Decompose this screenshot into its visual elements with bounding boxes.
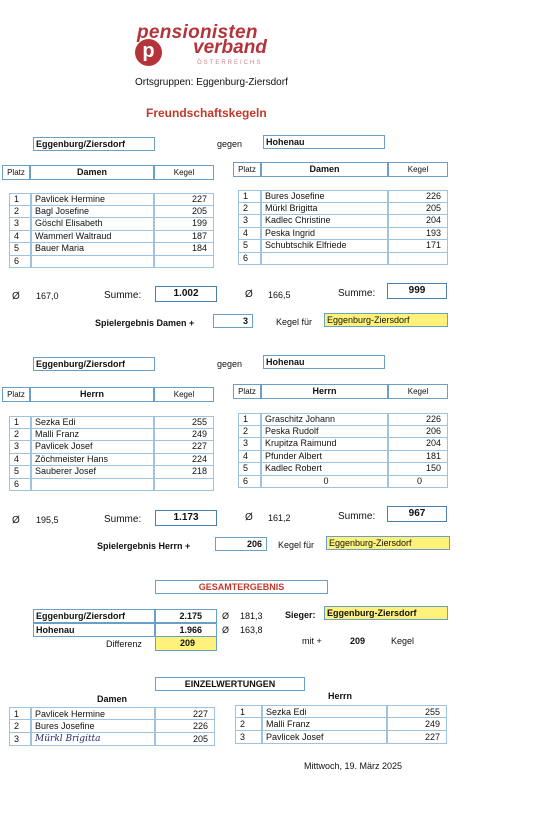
- cell-platz: 5: [238, 463, 261, 476]
- einzel-herrn-label: Herrn: [328, 691, 353, 701]
- avg-left-herrn: 195,5: [36, 515, 59, 525]
- cell-name: Bauer Maria: [31, 243, 154, 256]
- date: Mittwoch, 19. März 2025: [304, 761, 403, 771]
- differenz-label: Differenz: [106, 639, 142, 649]
- gesamt-score2: 1.966: [155, 623, 217, 637]
- cell-name: 0: [261, 476, 388, 489]
- cell-name: Peska Ingrid: [261, 228, 388, 241]
- mit-value: 209: [350, 636, 366, 646]
- cell-platz: 4: [238, 451, 261, 464]
- cell-name: Sezka Edi: [262, 705, 387, 718]
- cell-platz: 5: [9, 466, 31, 479]
- cell-platz: 2: [238, 426, 261, 439]
- cell-kegel: 199: [154, 218, 214, 231]
- kegel-label: Kegel: [391, 636, 415, 646]
- cell-platz: 1: [238, 190, 261, 203]
- cell-name: Krupitza Raimund: [261, 438, 388, 451]
- cell-kegel: 218: [154, 466, 214, 479]
- cell-name: Sezka Edi: [31, 416, 154, 429]
- gesamt-title: GESAMTERGEBNIS: [155, 580, 328, 594]
- result-value-herrn: 206: [215, 537, 267, 551]
- cell-name: Schubtschik Elfriede: [261, 240, 388, 253]
- winner-herrn: Eggenburg-Ziersdorf: [326, 536, 450, 550]
- team-right-herrn: Hohenau: [263, 355, 385, 369]
- logo-line1: pensionisten: [137, 22, 258, 43]
- cell-name: Pavlicek Josef: [31, 441, 154, 454]
- einzel-title: EINZELWERTUNGEN: [155, 677, 305, 691]
- header-platz-right: Platz: [233, 384, 261, 399]
- result-label-herrn: Spielergebnis Herrn +: [97, 541, 191, 551]
- sum-left-damen: 1.002: [155, 286, 217, 302]
- header-kegel-right: Kegel: [388, 162, 448, 177]
- cell-platz: 4: [238, 228, 261, 241]
- cell-kegel: 224: [154, 454, 214, 467]
- sum-right-herrn: 967: [387, 506, 447, 522]
- avg-right-herrn: 161,2: [268, 513, 291, 523]
- cell-name: Wammerl Waltraud: [31, 231, 154, 244]
- cell-kegel: 184: [154, 243, 214, 256]
- cell-name: Sauberer Josef: [31, 466, 154, 479]
- team-right-damen: Hohenau: [263, 135, 385, 149]
- cell-name: Mürkl Brigitta: [261, 203, 388, 216]
- avg-right-damen: 166,5: [268, 290, 291, 300]
- logo-line2: verband: [193, 37, 267, 58]
- cell-name: Bures Josefine: [261, 190, 388, 203]
- avg-symbol: Ø: [222, 611, 230, 621]
- sum-label-left: Summe:: [104, 514, 142, 525]
- avg-left-damen: 167,0: [36, 291, 59, 301]
- cell-name: [31, 479, 154, 492]
- cell-platz: 4: [9, 454, 31, 467]
- cell-kegel: 227: [387, 731, 447, 744]
- cell-platz: 3: [9, 218, 31, 231]
- cell-name: Bures Josefine: [31, 720, 155, 733]
- result-value-damen: 3: [213, 314, 253, 328]
- gesamt-avg1: 181,3: [240, 611, 263, 621]
- cell-kegel: 205: [155, 733, 215, 746]
- cell-name: Kadlec Christine: [261, 215, 388, 228]
- sum-label-left: Summe:: [104, 290, 142, 301]
- avg-symbol: Ø: [245, 512, 253, 523]
- einzel-damen-label: Damen: [97, 694, 128, 704]
- cell-platz: 5: [238, 240, 261, 253]
- cell-kegel: 249: [154, 429, 214, 442]
- cell-platz: 1: [238, 413, 261, 426]
- cell-name: Bagl Josefine: [31, 206, 154, 219]
- cell-name: Graschitz Johann: [261, 413, 388, 426]
- cell-name: Malli Franz: [31, 429, 154, 442]
- gesamt-team1: Eggenburg/Ziersdorf: [33, 609, 155, 623]
- mit-label: mit +: [302, 636, 322, 646]
- header-platz: Platz: [2, 387, 30, 402]
- cell-kegel: 226: [155, 720, 215, 733]
- cell-kegel: [388, 253, 448, 266]
- cell-kegel: 255: [154, 416, 214, 429]
- logo-mark: p: [135, 39, 162, 66]
- cell-name: Pavlicek Josef: [262, 731, 387, 744]
- cell-kegel: 227: [154, 193, 214, 206]
- cell-kegel: 193: [388, 228, 448, 241]
- sum-label-right: Summe:: [338, 511, 376, 522]
- header-platz-right: Platz: [233, 162, 261, 177]
- result-label-damen: Spielergebnis Damen +: [95, 318, 195, 328]
- cell-kegel: [154, 256, 214, 269]
- cell-platz: 2: [9, 429, 31, 442]
- cell-platz: 6: [9, 479, 31, 492]
- cell-kegel: 205: [388, 203, 448, 216]
- header-herrn-right: Herrn: [261, 384, 388, 399]
- logo-subtitle: ÖSTERREICHS: [197, 60, 263, 66]
- cell-name: Pavlicek Hermine: [31, 707, 155, 720]
- header-damen: Damen: [30, 165, 154, 180]
- cell-kegel: [154, 479, 214, 492]
- sieger-label: Sieger:: [285, 610, 316, 620]
- cell-kegel: 204: [388, 438, 448, 451]
- team-left-damen: Eggenburg/Ziersdorf: [33, 137, 155, 151]
- cell-platz: 3: [235, 731, 262, 744]
- page-title: Freundschaftskegeln: [146, 106, 267, 120]
- header-herrn: Herrn: [30, 387, 154, 402]
- sum-right-damen: 999: [387, 283, 447, 299]
- header-kegel: Kegel: [154, 387, 214, 402]
- cell-name: [261, 253, 388, 266]
- cell-platz: 3: [9, 441, 31, 454]
- team-left-herrn: Eggenburg/Ziersdorf: [33, 357, 155, 371]
- sum-label-right: Summe:: [338, 288, 376, 299]
- cell-platz: 5: [9, 243, 31, 256]
- cell-platz: 1: [9, 416, 31, 429]
- cell-kegel: 204: [388, 215, 448, 228]
- header-kegel-right: Kegel: [388, 384, 448, 399]
- cell-kegel: 206: [388, 426, 448, 439]
- winner-damen: Eggenburg-Ziersdorf: [324, 313, 448, 327]
- cell-platz: 3: [238, 438, 261, 451]
- cell-platz: 1: [9, 193, 31, 206]
- cell-platz: 4: [9, 231, 31, 244]
- cell-kegel: 226: [388, 190, 448, 203]
- cell-platz: 2: [238, 203, 261, 216]
- differenz-value: 209: [155, 636, 217, 651]
- avg-symbol: Ø: [222, 625, 230, 635]
- cell-name: [31, 256, 154, 269]
- avg-symbol: Ø: [12, 515, 20, 526]
- cell-kegel: 249: [387, 718, 447, 731]
- cell-name: Malli Franz: [262, 718, 387, 731]
- cell-platz: 6: [238, 253, 261, 266]
- cell-kegel: 227: [154, 441, 214, 454]
- cell-kegel: 181: [388, 451, 448, 464]
- kegel-fuer-herrn: Kegel für: [278, 540, 315, 550]
- cell-name: Mürkl Brigitta: [31, 733, 155, 746]
- vs-damen: gegen: [217, 139, 243, 149]
- cell-kegel: 0: [388, 476, 448, 489]
- gesamt-team2: Hohenau: [33, 623, 155, 637]
- avg-symbol: Ø: [12, 291, 20, 302]
- cell-name: Pavlicek Hermine: [31, 193, 154, 206]
- cell-platz: 1: [9, 707, 31, 720]
- cell-kegel: 187: [154, 231, 214, 244]
- vs-herrn: gegen: [217, 359, 243, 369]
- ortsgruppen: Ortsgruppen: Eggenburg-Ziersdorf: [135, 77, 288, 88]
- cell-kegel: 226: [388, 413, 448, 426]
- cell-name: Kadlec Robert: [261, 463, 388, 476]
- cell-name: Zöchmeister Hans: [31, 454, 154, 467]
- cell-kegel: 205: [154, 206, 214, 219]
- cell-name: Pfunder Albert: [261, 451, 388, 464]
- header-platz: Platz: [2, 165, 30, 180]
- header-kegel: Kegel: [154, 165, 214, 180]
- cell-name: Göschl Elisabeth: [31, 218, 154, 231]
- cell-platz: 3: [238, 215, 261, 228]
- cell-kegel: 227: [155, 707, 215, 720]
- cell-kegel: 255: [387, 705, 447, 718]
- header-damen-right: Damen: [261, 162, 388, 177]
- gesamt-avg2: 163,8: [240, 625, 263, 635]
- cell-platz: 2: [9, 720, 31, 733]
- gesamt-score1: 2.175: [155, 609, 217, 623]
- sieger-value: Eggenburg-Ziersdorf: [324, 606, 448, 620]
- sum-left-herrn: 1.173: [155, 510, 217, 526]
- avg-symbol: Ø: [245, 289, 253, 300]
- cell-platz: 3: [9, 733, 31, 746]
- kegel-fuer-damen: Kegel für: [276, 317, 313, 327]
- cell-name: Peska Rudolf: [261, 426, 388, 439]
- cell-kegel: 150: [388, 463, 448, 476]
- logo: [135, 22, 310, 77]
- cell-kegel: 171: [388, 240, 448, 253]
- cell-platz: 2: [9, 206, 31, 219]
- cell-platz: 6: [238, 476, 261, 489]
- cell-platz: 2: [235, 718, 262, 731]
- cell-platz: 6: [9, 256, 31, 269]
- cell-platz: 1: [235, 705, 262, 718]
